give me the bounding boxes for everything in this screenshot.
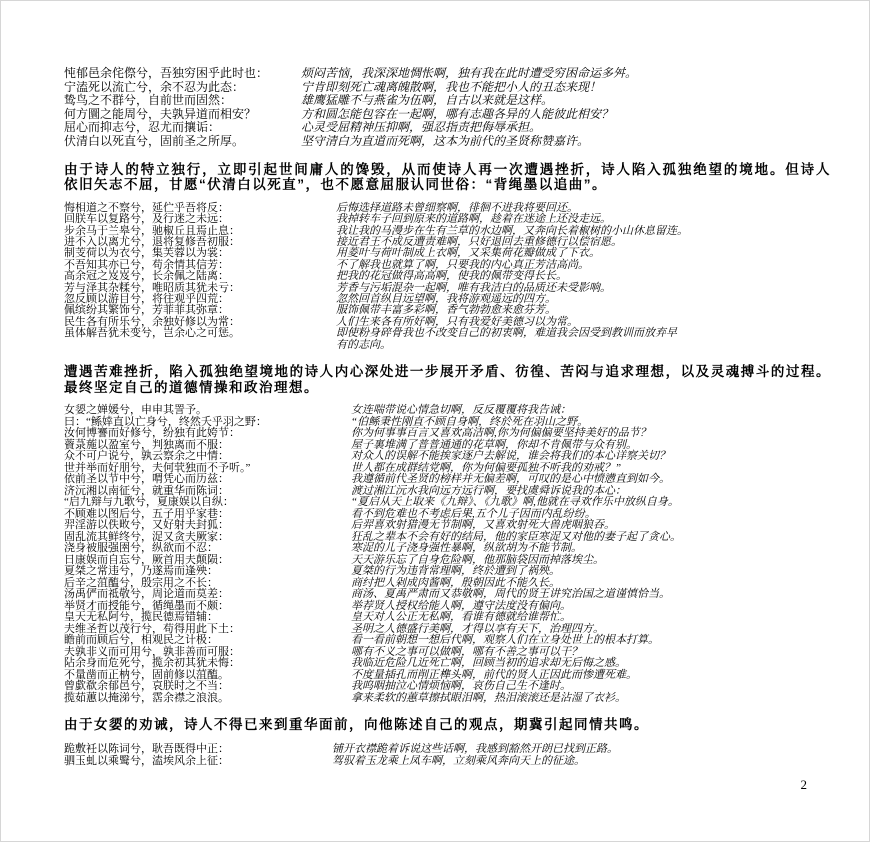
commentary-line: 由于诗人的特立独行，立即引起世间庸人的馋毁，从而使诗人再一次遭遇挫折，诗人陷入孤独绝望的境地。但诗人	[64, 161, 831, 177]
poem-translation-text: 烦闷苦恼，我深深地惆怅啊，独有我在此时遭受穷困命运多舛。	[301, 66, 638, 80]
poem-original-text: 佩缤纷其繁饰兮，芳菲菲其弥章：	[64, 304, 229, 317]
poem-translation-text: 忽然回首纵目远望啊，我将游观遥远的四方。	[336, 293, 556, 305]
poem-original-text: 日康娱而自忘兮，厥首用夫颠陨：	[64, 553, 229, 566]
poem-line	[64, 271, 831, 282]
poem-original-text: 进不入以离尤兮，退将复修吾初服：	[64, 235, 240, 248]
poem-original-text: 曰：“鲧婞直以亡身兮，终然夭乎羽之野：	[64, 415, 267, 428]
poem-line	[64, 121, 831, 135]
poem-original-text: “启九辩与九歌兮，夏康娱以自纵：	[64, 496, 234, 509]
poem-original-text: 不顾难以图后兮，五子用乎家巷：	[64, 507, 229, 520]
poem-line	[64, 340, 831, 351]
poem-translation-text: 后悔选择道路未曾细察啊，徘徊不进我将要回还。	[336, 201, 578, 214]
poem-original-text: 固乱流其鲜终兮，浞又贪夫厥家：	[64, 530, 229, 543]
poem-translation-text: 服饰佩带丰富多彩啊，香气勃勃愈来愈芬芳。	[336, 304, 556, 317]
commentary-paragraph	[64, 717, 831, 733]
poem-original-text: 世并举而好朋兮，夫何茕独而不予听。”	[64, 461, 251, 474]
poem-original-text: 揽茹蕙以掩涕兮，霑余襟之浪浪。	[64, 691, 229, 704]
poem-original-text: 跪敷衽以陈词兮，耿吾既得中正：	[64, 742, 229, 755]
poem-line	[64, 214, 831, 225]
poem-translation-text: “伯鲧秉性刚直不顾自身啊，终於死在羽山之野。	[351, 415, 589, 428]
poem-original-text: 伏清白以死直兮，固前圣之所厚。	[64, 133, 245, 148]
commentary-line: 依旧矢志不屈，甘愿“伏清白以死直”，也不愿意屈服认同世俗：“背绳墨以追曲”。	[64, 177, 607, 193]
poem-translation-text: 不度量插孔而削正榫头啊，前代的贤人正因此而惨遭死难。	[351, 668, 637, 681]
poem-original-text: 济沅湘以南征兮，就重华而陈词：	[64, 484, 229, 497]
poem-translation-text: 哪有不义之事可以做啊，哪有不善之事可以干？	[351, 645, 582, 658]
poem-line	[64, 497, 831, 509]
poem-translation-text: 雄鹰猛雕不与燕雀为伍啊，自古以来就是这样。	[301, 93, 554, 108]
poem-original-text: 民生各有所乐兮，余独好修以为常：	[64, 315, 240, 328]
poem-original-text: 众不可户说兮，孰云察余之中情：	[64, 450, 229, 463]
poem-line	[64, 328, 831, 339]
poem-translation-text: 你为何事事百言又喜欢高洁啊,你为何偏偏要坚持美好的品节？	[351, 427, 651, 440]
poem-translation-text: 女连喘带说心情急切啊，反反覆覆将我告诫：	[351, 404, 571, 417]
poem-original-text: 汤禹俨而祗敬兮，周论道而莫差：	[64, 588, 229, 601]
poem-line	[64, 135, 831, 149]
poem-line	[64, 612, 831, 624]
poem-line	[64, 451, 831, 463]
poem-line	[64, 94, 831, 108]
poem-original-text: 依前圣以节中兮，喟凭心而历兹：	[64, 473, 229, 486]
poem-original-text: 不量凿而正枘兮，固前修以菹醢。	[64, 668, 229, 681]
poem-translation-text: 坚守清白为直道而死啊，这本为前代的圣贤称赞嘉许。	[301, 133, 590, 148]
poem-translation-text: 屋子裏堆满了普普通通的花草啊，你却不肯佩带与众有别。	[351, 438, 637, 451]
poem-translation-text: 举荐贤人授权给能人啊，遵守法度没有偏向。	[351, 599, 571, 612]
poem-translation-text: 寒浞的儿子浇身强性暴啊，纵欲胡为不能节制。	[351, 542, 582, 555]
poem-original-text: 瞻前而顾后兮，相观民之计极：	[64, 634, 218, 647]
poem-translation-text: 铺开衣襟跪着诉说这些话啊，我感到豁然开朗已找到正路。	[332, 742, 618, 755]
poem-translation-text: 商汤、夏禹严肃而又恭敬啊，周代的贤王讲究治国之道谨慎恰当。	[351, 588, 670, 601]
commentary-paragraph	[64, 364, 831, 395]
poem-translation-text: 我临近危险几近死亡啊，回顾当初的追求却无后悔之感。	[351, 657, 626, 670]
poem-translation-continuation: 有的志向。	[336, 338, 391, 351]
poem-original-text: 屈心而抑志兮，忍尤而攘诟：	[64, 120, 221, 135]
poem-translation-text: 看不到危难也不考虑后果,五个儿子因而内乱纷纷。	[351, 507, 596, 520]
poem-original-text: 忽反顾以游目兮，将往观乎四荒：	[64, 293, 229, 305]
poem-translation-text: 夏桀的行为违背常理啊，终於遭到了祸殃。	[351, 565, 560, 578]
poem-line	[64, 405, 831, 417]
poem-translation-text: 把我的花冠做得高高啊，使我的佩带变得长长。	[336, 270, 567, 283]
poem-original-text: 后辛之菹醢兮，殷宗用之不长：	[64, 576, 218, 589]
poem-translation-text: 宁肯即刻死亡魂离魄散啊，我也不能把小人的丑态来现！	[301, 79, 602, 94]
poem-line	[64, 428, 831, 440]
poem-original-text: 制芰荷以为衣兮，集芙蓉以为裳：	[64, 247, 229, 260]
poem-line	[64, 755, 831, 767]
poem-original-text: 芳与泽其杂糅兮，唯昭质其犹未亏：	[64, 281, 240, 294]
poem-original-spacer	[64, 340, 336, 351]
poem-original-text: 驷玉虬以乘鹥兮，溘埃风余上征：	[64, 755, 229, 768]
poem-original-text: 鸷鸟之不群兮，自前世而固然：	[64, 93, 233, 108]
poem-translation-text: 狂乱之辈本不会有好的结局，他的家臣寒浞又对他的妻子起了贪心。	[351, 530, 681, 543]
page-number: 2	[800, 777, 807, 792]
poem-translation-text: 即使粉身碎骨我也不改变自己的初衷啊，难道我会因受到教训而放弃早	[336, 327, 677, 340]
poem-translation-text: 商纣把人剁成肉酱啊，殷朝因此不能久长。	[351, 576, 560, 589]
poem-translation-text: 心灵受屈精神压抑啊，强忍指责把侮辱承担。	[301, 120, 542, 135]
commentary-line: 由于女媭的劝诫，诗人不得已来到重华面前，向他陈述自己的观点，期冀引起同情共鸣。	[64, 717, 649, 733]
poem-translation-text: 看一看前朝想一想后代啊，观察人们在立身处世上的根本打算。	[351, 634, 659, 647]
poem-line	[64, 520, 831, 532]
poem-original-text: 步余马于兰皋兮，驰椒丘且焉止息：	[64, 224, 240, 237]
poem-original-text: 举贤才而授能兮，循绳墨而不颇：	[64, 599, 229, 612]
poem-translation-text: 对众人的误解不能挨家逐户去解说，谁会将我们的本心详察关切？	[351, 450, 670, 463]
commentary-line: 遭遇苦难挫折，陷入孤独绝望境地的诗人内心深处进一步展开矛盾、彷徨、苦闷与追求理想，以及灵魂搏斗的过程。	[64, 364, 831, 380]
poem-translation-text: 拿来柔软的蕙草擦拭眼泪啊，热泪滚滚还是沾湿了衣衫。	[351, 691, 626, 704]
poem-translation-text: 渡过湘江沅水我向远方远行啊，要找虞舜诉说我的本心：	[351, 484, 626, 497]
poem-translation-text: 驾驭着玉龙乘上凤车啊，立刻乘风奔向天上的征途。	[332, 755, 585, 768]
poem-translation-text: 方和圆怎能包容在一起啊，哪有志趣各异的人能彼此相安？	[301, 106, 614, 121]
poem-translation-text: 后羿喜欢射猎漫无节制啊，又喜欢射死大兽虎咽狼吞。	[351, 519, 615, 532]
poem-original-text: 夫维圣哲以茂行兮，苟得用此下土：	[64, 622, 240, 635]
poem-block	[64, 405, 831, 704]
commentary-line: 最终坚定自己的道德情操和政治理想。	[64, 379, 319, 395]
poem-translation-text: 我掉转车子回到原来的道路啊，趁着在迷途上还没走远。	[336, 213, 611, 226]
poem-line	[64, 681, 831, 693]
poem-translation-text: 圣明之人德盛行美啊，才得以享有天下，治理四方。	[351, 622, 604, 635]
poem-block	[64, 743, 831, 768]
poem-original-text: 何方圜之能周兮，夫孰异道而相安？	[64, 106, 257, 121]
poem-line	[64, 589, 831, 601]
poem-original-text: 浇身被服强圉兮，纵欲而不忍：	[64, 542, 218, 555]
poem-original-text: 回朕车以复路兮，及行迷之未远：	[64, 213, 229, 226]
poem-original-text: 皇天无私阿兮，揽民德焉错辅：	[64, 611, 218, 624]
poem-translation-text: 人们生来各有所好啊，只有我爱好美德习以为常。	[336, 315, 578, 328]
poem-original-text: 不吾知其亦已兮，苟余情其信芳：	[64, 258, 229, 271]
poem-line	[64, 566, 831, 578]
poem-line	[64, 67, 831, 81]
commentary-paragraph	[64, 162, 831, 193]
poem-original-text: 虽体解吾犹未变兮，岂余心之可惩。	[64, 327, 240, 340]
poem-line	[64, 543, 831, 555]
poem-original-text: 悔相道之不察兮，延伫乎吾将反：	[64, 201, 229, 214]
poem-original-text: 高余冠之岌岌兮，长余佩之陆离：	[64, 270, 229, 283]
poem-original-text: 阽余身而危死兮，揽余初其犹未悔：	[64, 657, 240, 670]
poem-line	[64, 658, 831, 670]
poem-block	[64, 203, 831, 351]
poem-original-text: 宁溘死以流亡兮，余不忍为此态：	[64, 79, 245, 94]
poem-original-text: 忳郁邑余侘傺兮，吾独穷困乎此时也：	[64, 66, 269, 80]
poem-translation-text: 我让我的马漫步在生有兰草的水边啊，又奔向长着椒树的小山休息留连。	[336, 224, 688, 237]
poem-translation-text: 接近君王不成反遭责难啊，只好退回去重修德行以偿宿愿。	[336, 235, 622, 248]
poem-line	[64, 693, 831, 705]
poem-line	[64, 743, 831, 755]
poem-original-text: 夫孰非义而可用兮，孰非善而可服：	[64, 645, 240, 658]
poem-original-text: 汝何博謇而好修兮，纷独有此姱节：	[64, 427, 240, 440]
poem-original-text: 羿淫游以佚畋兮，又好射夫封狐：	[64, 519, 229, 532]
poem-original-text: 曾歔欷余郁邑兮，哀朕时之不当：	[64, 680, 229, 693]
poem-translation-text: 世人都在成群结党啊，你为何偏要孤独不听我的劝戒？”	[351, 461, 622, 474]
poem-block	[64, 67, 831, 149]
poem-translation-text: “夏启从天上取来《九辩》、《九歌》啊,他就在寻欢作乐中放纵自身。	[351, 496, 679, 509]
poem-original-text: 女媭之婵媛兮，申申其詈予。	[64, 404, 207, 417]
poem-original-text: 夏桀之常违兮，乃遂焉而逢殃：	[64, 565, 218, 578]
poem-translation-text: 我呜咽抽泣心情烦恼啊，哀伤自己生不逢时。	[351, 680, 571, 693]
poem-original-text: 薋菉葹以盈室兮，判独离而不服：	[64, 438, 229, 451]
poem-translation-text: 我遵循前代圣贤的榜样并无偏差啊，可叹的是心中愤懑直到如今。	[351, 473, 670, 486]
poem-translation-text: 芳香与污垢混杂一起啊，唯有我洁白的品质还未受影响。	[336, 281, 611, 294]
poem-translation-text: 天天游乐忘了自身危险啊，他那脑袋因而掉落埃尘。	[351, 553, 604, 566]
document-content	[64, 67, 831, 768]
poem-line	[64, 474, 831, 486]
poem-translation-text: 皇天对人公正无私啊，看谁有德就给谁帮忙。	[351, 611, 571, 624]
poem-line	[64, 635, 831, 647]
poem-translation-text: 用菱叶与荷叶制成上衣啊，又采集荷花瓣做成了下衣。	[336, 247, 600, 260]
poem-translation-text: 不了解我也就算了啊，只要我的内心真正芳洁高尚。	[336, 258, 589, 271]
